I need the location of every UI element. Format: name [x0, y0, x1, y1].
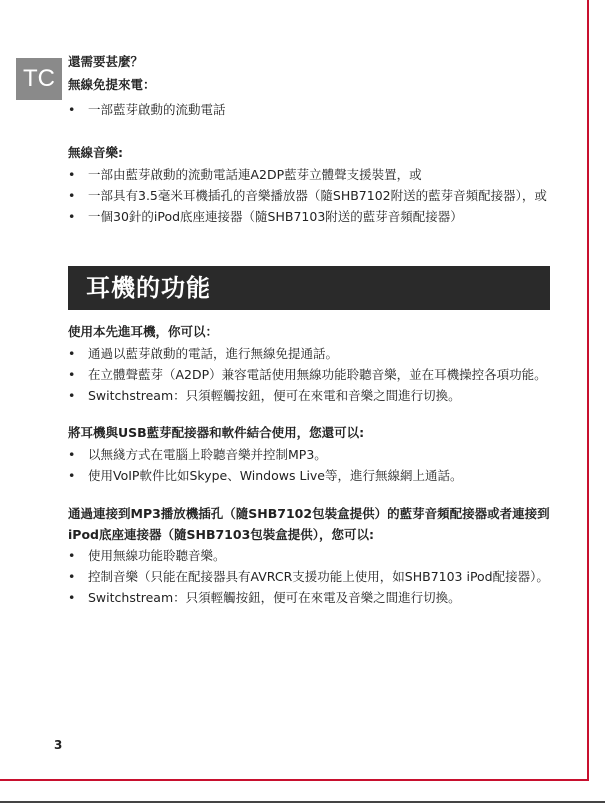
question-title: 還需要甚麼？ — [68, 54, 144, 69]
list-item: • 一部具有3.5毫米耳機插孔的音樂播放器（隨SHB7102附送的藍芽音頻配接器），或 — [68, 185, 552, 206]
list-item: • 一個30針的iPod底座連接器（隨SHB7103附送的藍芽音頻配接器） — [68, 206, 552, 227]
section1-list — [68, 343, 552, 406]
section-heading-bar — [68, 266, 550, 310]
page-number: 3 — [54, 738, 63, 752]
section3-title: 通過連接到MP3播放機插孔（隨SHB7102包裝盒提供）的藍芽音頻配接器或者連接到iPod底座連接器（隨SHB7103包裝盒提供），您可以: — [68, 506, 550, 542]
list-item: • 通過以藍芽啟動的電話，進行無線免提通話。 — [68, 343, 552, 364]
list-item: • Switchstream：只須輕觸按鈕，便可在來電和音樂之間進行切換。 — [68, 385, 552, 406]
list-item: • 一部藍芽啟動的流動電話 — [68, 99, 552, 120]
hands-free-list — [68, 99, 552, 120]
list-item: • 以無綫方式在電腦上聆聽音樂并控制MP3。 — [68, 444, 552, 465]
page-frame-right — [587, 0, 589, 780]
hands-free-title: 無線免提來電： — [68, 77, 156, 92]
list-item: • 控制音樂（只能在配接器具有AVRCR支援功能上使用，如SHB7103 iPod配接器）。 — [68, 566, 552, 587]
list-item: • 使用VoIP軟件比如Skype、Windows Live等，進行無線網上通話。 — [68, 465, 552, 486]
language-tab: TC — [16, 58, 62, 100]
page-frame-bottom — [0, 779, 589, 781]
requirements-section — [68, 52, 552, 227]
section1-title: 使用本先進耳機，你可以： — [68, 324, 219, 339]
features-section — [68, 322, 552, 608]
section2-title: 將耳機與USB藍芽配接器和軟件結合使用，您還可以: — [68, 425, 365, 440]
list-item: • 一部由藍芽啟動的流動電話連A2DP藍芽立體聲支援裝置，或 — [68, 164, 552, 185]
section2-list — [68, 444, 552, 486]
list-item: • 在立體聲藍芽（A2DP）兼容電話使用無線功能聆聽音樂，並在耳機操控各項功能。 — [68, 364, 552, 385]
list-item: • 使用無線功能聆聽音樂。 — [68, 545, 552, 566]
audio-title: 無線音樂: — [68, 145, 123, 160]
section3-list — [68, 545, 552, 608]
section-heading: 耳機的功能 — [86, 274, 211, 302]
audio-list — [68, 164, 552, 227]
list-item: • Switchstream：只須輕觸按鈕，便可在來電及音樂之間進行切換。 — [68, 587, 552, 608]
